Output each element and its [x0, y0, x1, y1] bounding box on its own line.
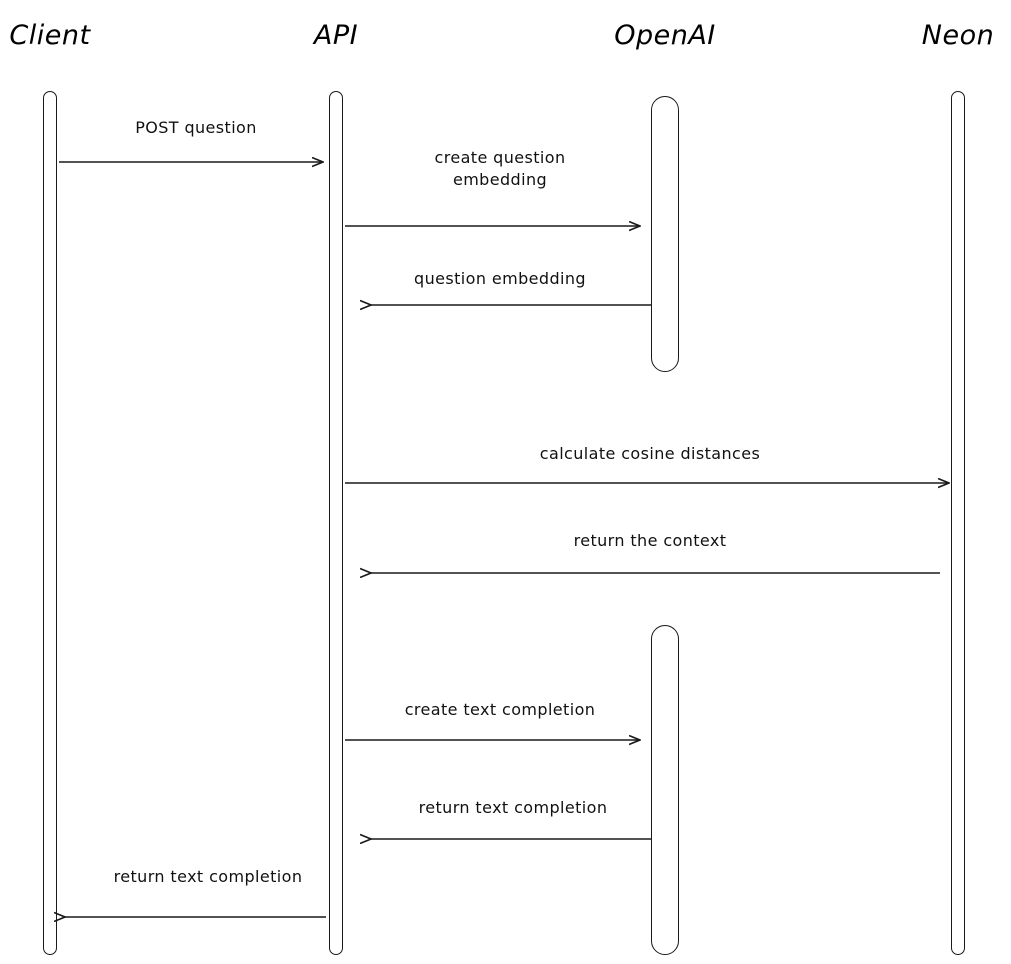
actor-label-api: API [313, 20, 359, 51]
actor-label-client: Client [9, 20, 91, 51]
message-label-calculate-cosine-distances: calculate cosine distances [539, 444, 761, 463]
actor-label-neon: Neon [921, 20, 995, 51]
message-label-question-embedding: question embedding [414, 269, 586, 288]
message-label-create-question-embedding: create question embedding [434, 148, 566, 189]
message-label-return-text-completion-client: return text completion [113, 867, 303, 886]
actor-label-openai: OpenAI [614, 20, 716, 51]
message-label-create-text-completion: create text completion [404, 700, 596, 719]
message-label-return-the-context: return the context [573, 531, 727, 550]
message-label-return-text-completion-openai: return text completion [418, 798, 608, 817]
message-label-post-question: POST question [135, 118, 257, 137]
